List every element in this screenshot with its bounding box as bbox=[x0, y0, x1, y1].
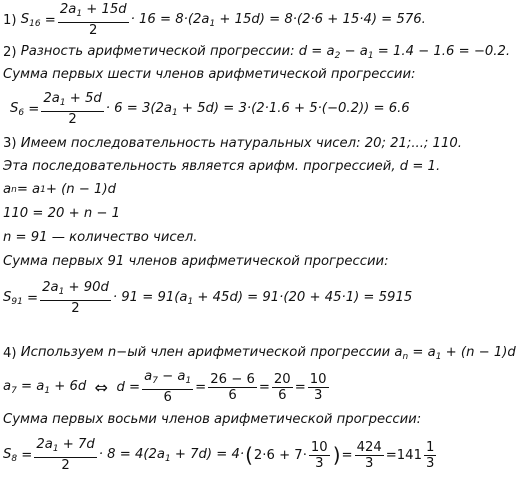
fraction-4: $\frac{10}{3}$ bbox=[309, 371, 327, 403]
equation-110: 110 = 20 + n − 1 bbox=[3, 206, 121, 221]
solution-4-sum-label: Сумма первых восьми членов арифметической прогрессии: bbox=[3, 412, 422, 427]
a7-equation: $a_7 = a_1 + 6d$ bbox=[3, 378, 87, 396]
statement: Разность арифметической прогрессии: $d = a_2 - a_1 = 1.4 - 1.6 = -0.2$. bbox=[20, 44, 511, 61]
item-number: 3) bbox=[3, 136, 17, 151]
expression: · $6 = 3(2a_1 + 5d) = 3\cdot(2\cdot 1.6 + 5\cdot(-0.2)) = 6.6$ bbox=[105, 100, 410, 118]
sum-symbol: $S_{91}$ bbox=[3, 289, 23, 307]
solution-3-sum-label: Сумма первых 91 членов арифметической прогрессии: bbox=[3, 254, 389, 269]
solution-2-header bbox=[3, 44, 510, 61]
d-derivation: $a_7 = a_1 + 6d$ ⇔ d = $\frac{a_7 - a_1}{6}$ = $\frac{26 - 6}{6}$ = $\frac{20}{6}$ = $\frac{10}{3}$ bbox=[3, 369, 327, 405]
statement: Имеем последовательность натуральных чисел: 20; 21;...; 110. bbox=[20, 136, 462, 151]
fraction: $\frac{2a_1 + 5d}{2}$ bbox=[43, 91, 102, 127]
sum-symbol: $S_{16}$ bbox=[20, 11, 41, 29]
solution-4-formula: $S_8$ = $\frac{2a_1 + 7d}{2}$ · $8 = 4(2a_1 + 7d) = 4\cdot$ ( 2·6 + 7· $\frac{10}{3}$ ) = $\frac{424}{3}$ = 141 $\frac{1}{3}$ bbox=[3, 437, 438, 473]
expression: · $16 = 8\cdot(2a_1 + 15d) = 8\cdot(2\cdot 6 + 15\cdot 4) = 576$. bbox=[130, 11, 426, 29]
mixed-number: 141 $\frac{1}{3}$ bbox=[396, 439, 435, 471]
fraction: $\frac{2a_1 + 7d}{2}$ bbox=[36, 437, 95, 473]
fraction: $\frac{2a_1 + 15d}{2}$ bbox=[59, 2, 127, 38]
solution-3-formula: $S_{91}$ = $\frac{2a_1 + 90d}{2}$ · $91 = 91(a_1 + 45d) = 91\cdot(20 + 45\cdot 1) = 5915$ bbox=[3, 280, 413, 316]
solution-1 bbox=[3, 2, 426, 38]
statement: Используем n−ый член арифметической прогрессии $a_n = a_1 + (n - 1)d$ bbox=[20, 345, 516, 362]
solution-2-formula: $S_6$ = $\frac{2a_1 + 5d}{2}$ · $6 = 3(2a_1 + 5d) = 3\cdot(2\cdot 1.6 + 5\cdot(-0.2)) = 6.6$ bbox=[10, 91, 410, 127]
item-number: 4) bbox=[3, 346, 17, 361]
fraction: $\frac{2a_1 + 90d}{2}$ bbox=[42, 280, 109, 316]
equals: = bbox=[44, 12, 56, 28]
n-count: n = 91 — количество чисел. bbox=[3, 230, 198, 245]
expression: · $91 = 91(a_1 + 45d) = 91\cdot(20 + 45\cdot 1) = 5915$ bbox=[112, 289, 413, 307]
expression: · $8 = 4(2a_1 + 7d) = 4\cdot$ bbox=[98, 446, 245, 464]
nth-term-formula: a n = a 1 + (n − 1)d bbox=[3, 182, 116, 197]
d-equals: d = bbox=[116, 379, 141, 395]
inner-fraction: $\frac{10}{3}$ bbox=[310, 439, 328, 471]
inner-expression: 2·6 + 7· bbox=[253, 447, 307, 463]
fraction-3: $\frac{20}{6}$ bbox=[273, 371, 291, 403]
solution-2-sum-label: Сумма первых шести членов арифметической прогрессии: bbox=[3, 67, 416, 82]
item-number: 2) bbox=[3, 45, 17, 60]
fraction-2: $\frac{26 - 6}{6}$ bbox=[210, 371, 255, 403]
sum-symbol: $S_6$ bbox=[10, 100, 25, 118]
solution-4-header bbox=[3, 345, 516, 362]
iff-arrow: ⇔ bbox=[94, 377, 109, 397]
progression-note: Эта последовательность является арифм. прогрессией, d = 1. bbox=[3, 159, 441, 174]
item-number: 1) bbox=[3, 12, 17, 28]
sum-symbol: $S_8$ bbox=[3, 446, 18, 464]
fraction-1: $\frac{a_7 - a_1}{6}$ bbox=[144, 369, 192, 405]
solution-3-header bbox=[3, 136, 462, 151]
result-fraction: $\frac{424}{3}$ bbox=[356, 439, 382, 471]
